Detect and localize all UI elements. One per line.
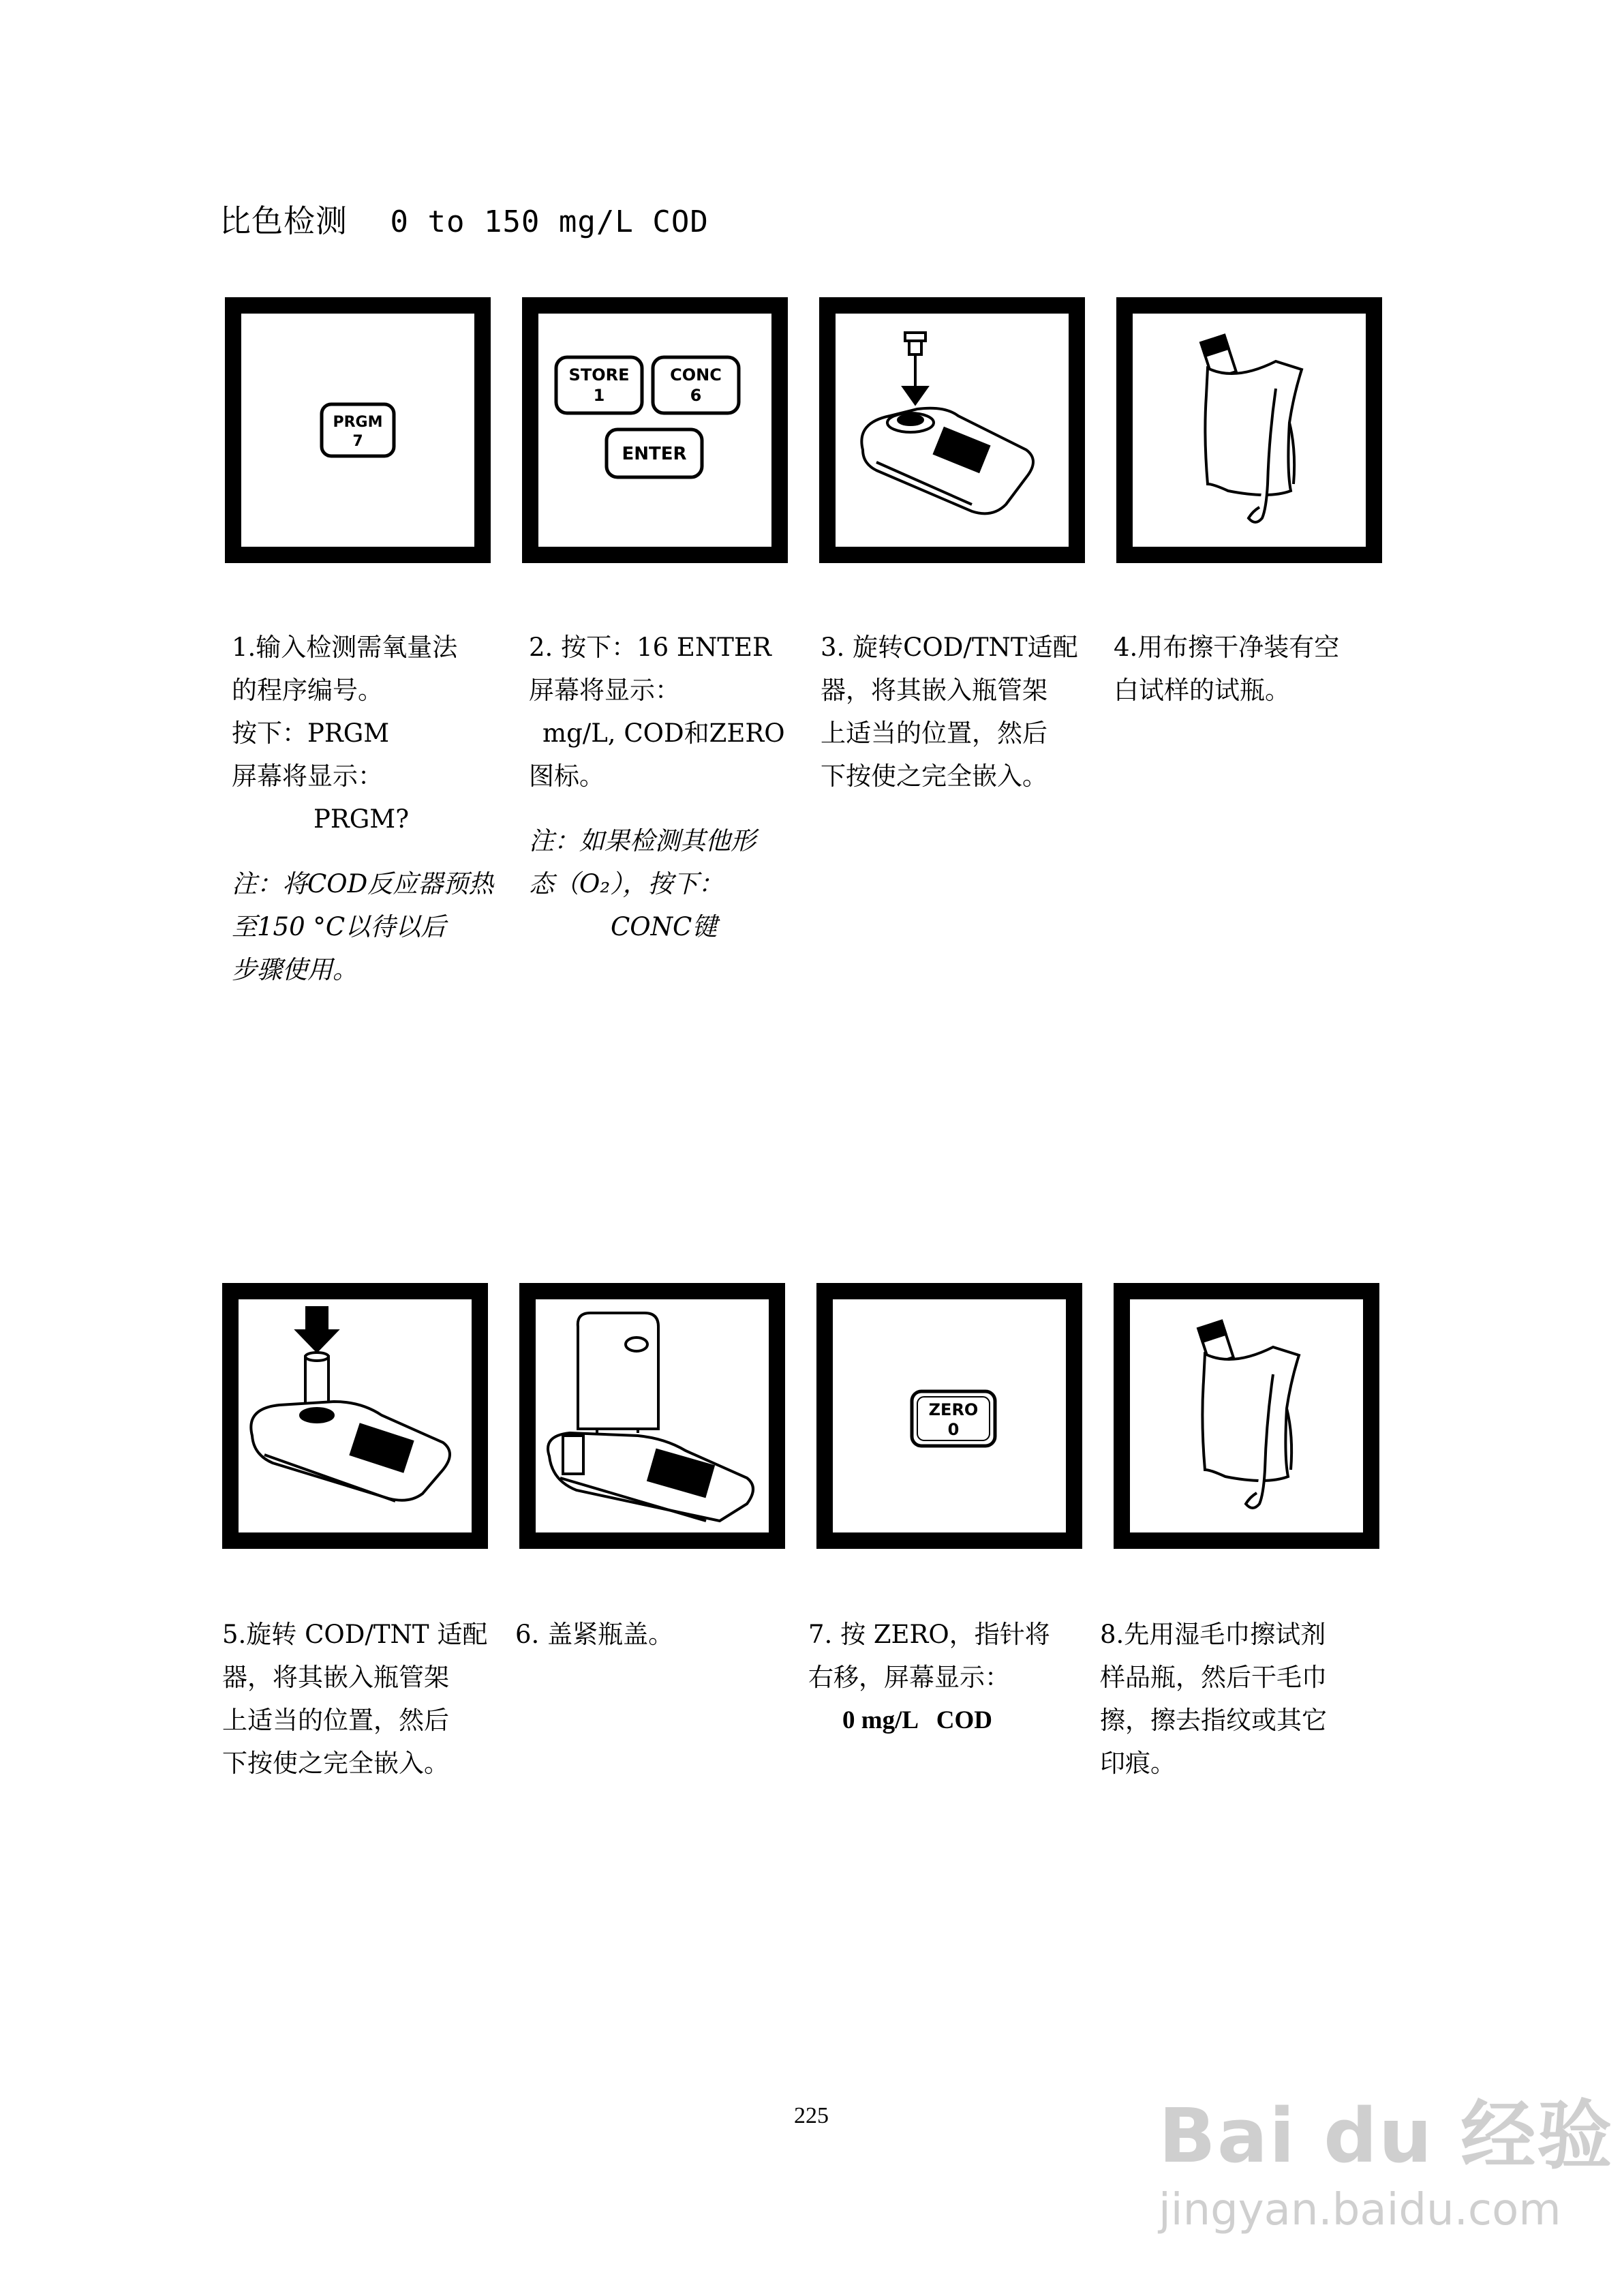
step-2-note: 注：如果检测其他形 态（O₂），按下： CONC键: [529, 826, 756, 941]
cap-vial-icon: [536, 1299, 769, 1532]
panel-5-insert-vial: [222, 1283, 488, 1549]
insert-vial-icon: [239, 1299, 472, 1532]
title-en: 0 to 150 mg/L COD: [390, 205, 709, 239]
panel-6-cap-vial: [519, 1283, 785, 1549]
step-2-text: 2. 按下：16 ENTER 屏幕将显示： mg/L, COD和ZERO 图标。 注：如果检测其他形 态（O₂），按下： CONC键: [529, 626, 801, 948]
key-enter-label: ENTER: [622, 444, 687, 464]
rotate-adapter-icon: [836, 314, 1069, 547]
key-store-digit: 1: [593, 386, 605, 405]
key-conc-digit: 6: [690, 386, 702, 405]
key-zero-label: ZERO: [928, 1400, 979, 1419]
title-cn: 比色检测: [219, 202, 348, 239]
panel-1-prgm-key: [225, 297, 491, 563]
step-1-note: 注：将COD反应器预热 至150 °C以待以后 步骤使用。: [232, 869, 494, 984]
panel-2-keys: [522, 297, 788, 563]
key-prgm-digit: 7: [352, 433, 363, 450]
panel-4-wipe-vial: [1116, 297, 1382, 563]
step-4-text: 4.用布擦干净装有空 白试样的试瓶。: [1114, 633, 1340, 705]
step-7-text: 7. 按 ZERO，指针将 右移，屏幕显示： 0 mg/L COD: [808, 1613, 1081, 1742]
key-zero-digit: 0: [947, 1420, 960, 1439]
watermark-logo: Bai du 经验: [1159, 2092, 1614, 2179]
panel-8-wipe-vial: [1114, 1283, 1379, 1549]
step-8-text: 8.先用湿毛巾擦试剂 样品瓶，然后干毛巾 擦，擦去指纹或其它 印痕。: [1100, 1620, 1327, 1778]
key-conc-label: CONC: [670, 365, 722, 384]
key-store-label: STORE: [568, 365, 630, 384]
step-1-text: 1.输入检测需氧量法 的程序编号。 按下：PRGM 屏幕将显示： PRGM? 注：将COD反应器预热 至150 °C以待以后 步骤使用。: [232, 626, 504, 991]
step-5-text: 5.旋转 COD/TNT 适配 器，将其嵌入瓶管架 上适当的位置，然后 下按使之完全嵌入。: [222, 1620, 488, 1778]
step-3-text: 3. 旋转COD/TNT适配 器，将其嵌入瓶管架 上适当的位置，然后 下按使之完全嵌入。: [821, 633, 1078, 791]
panel-7-zero-key: [816, 1283, 1082, 1549]
page-number: 225: [794, 2103, 829, 2128]
wipe-vial-icon: [1130, 1299, 1363, 1532]
key-prgm-label: PRGM: [333, 414, 383, 431]
watermark-url: jingyan.baidu.com: [1159, 2185, 1561, 2235]
page-title: [219, 196, 709, 241]
step-6-text: 6. 盖紧瓶盖。: [515, 1620, 674, 1649]
display-readout: 0 mg/L COD: [842, 1706, 992, 1734]
wipe-vial-icon: [1133, 314, 1366, 547]
panel-3-rotate-adapter: [819, 297, 1085, 563]
